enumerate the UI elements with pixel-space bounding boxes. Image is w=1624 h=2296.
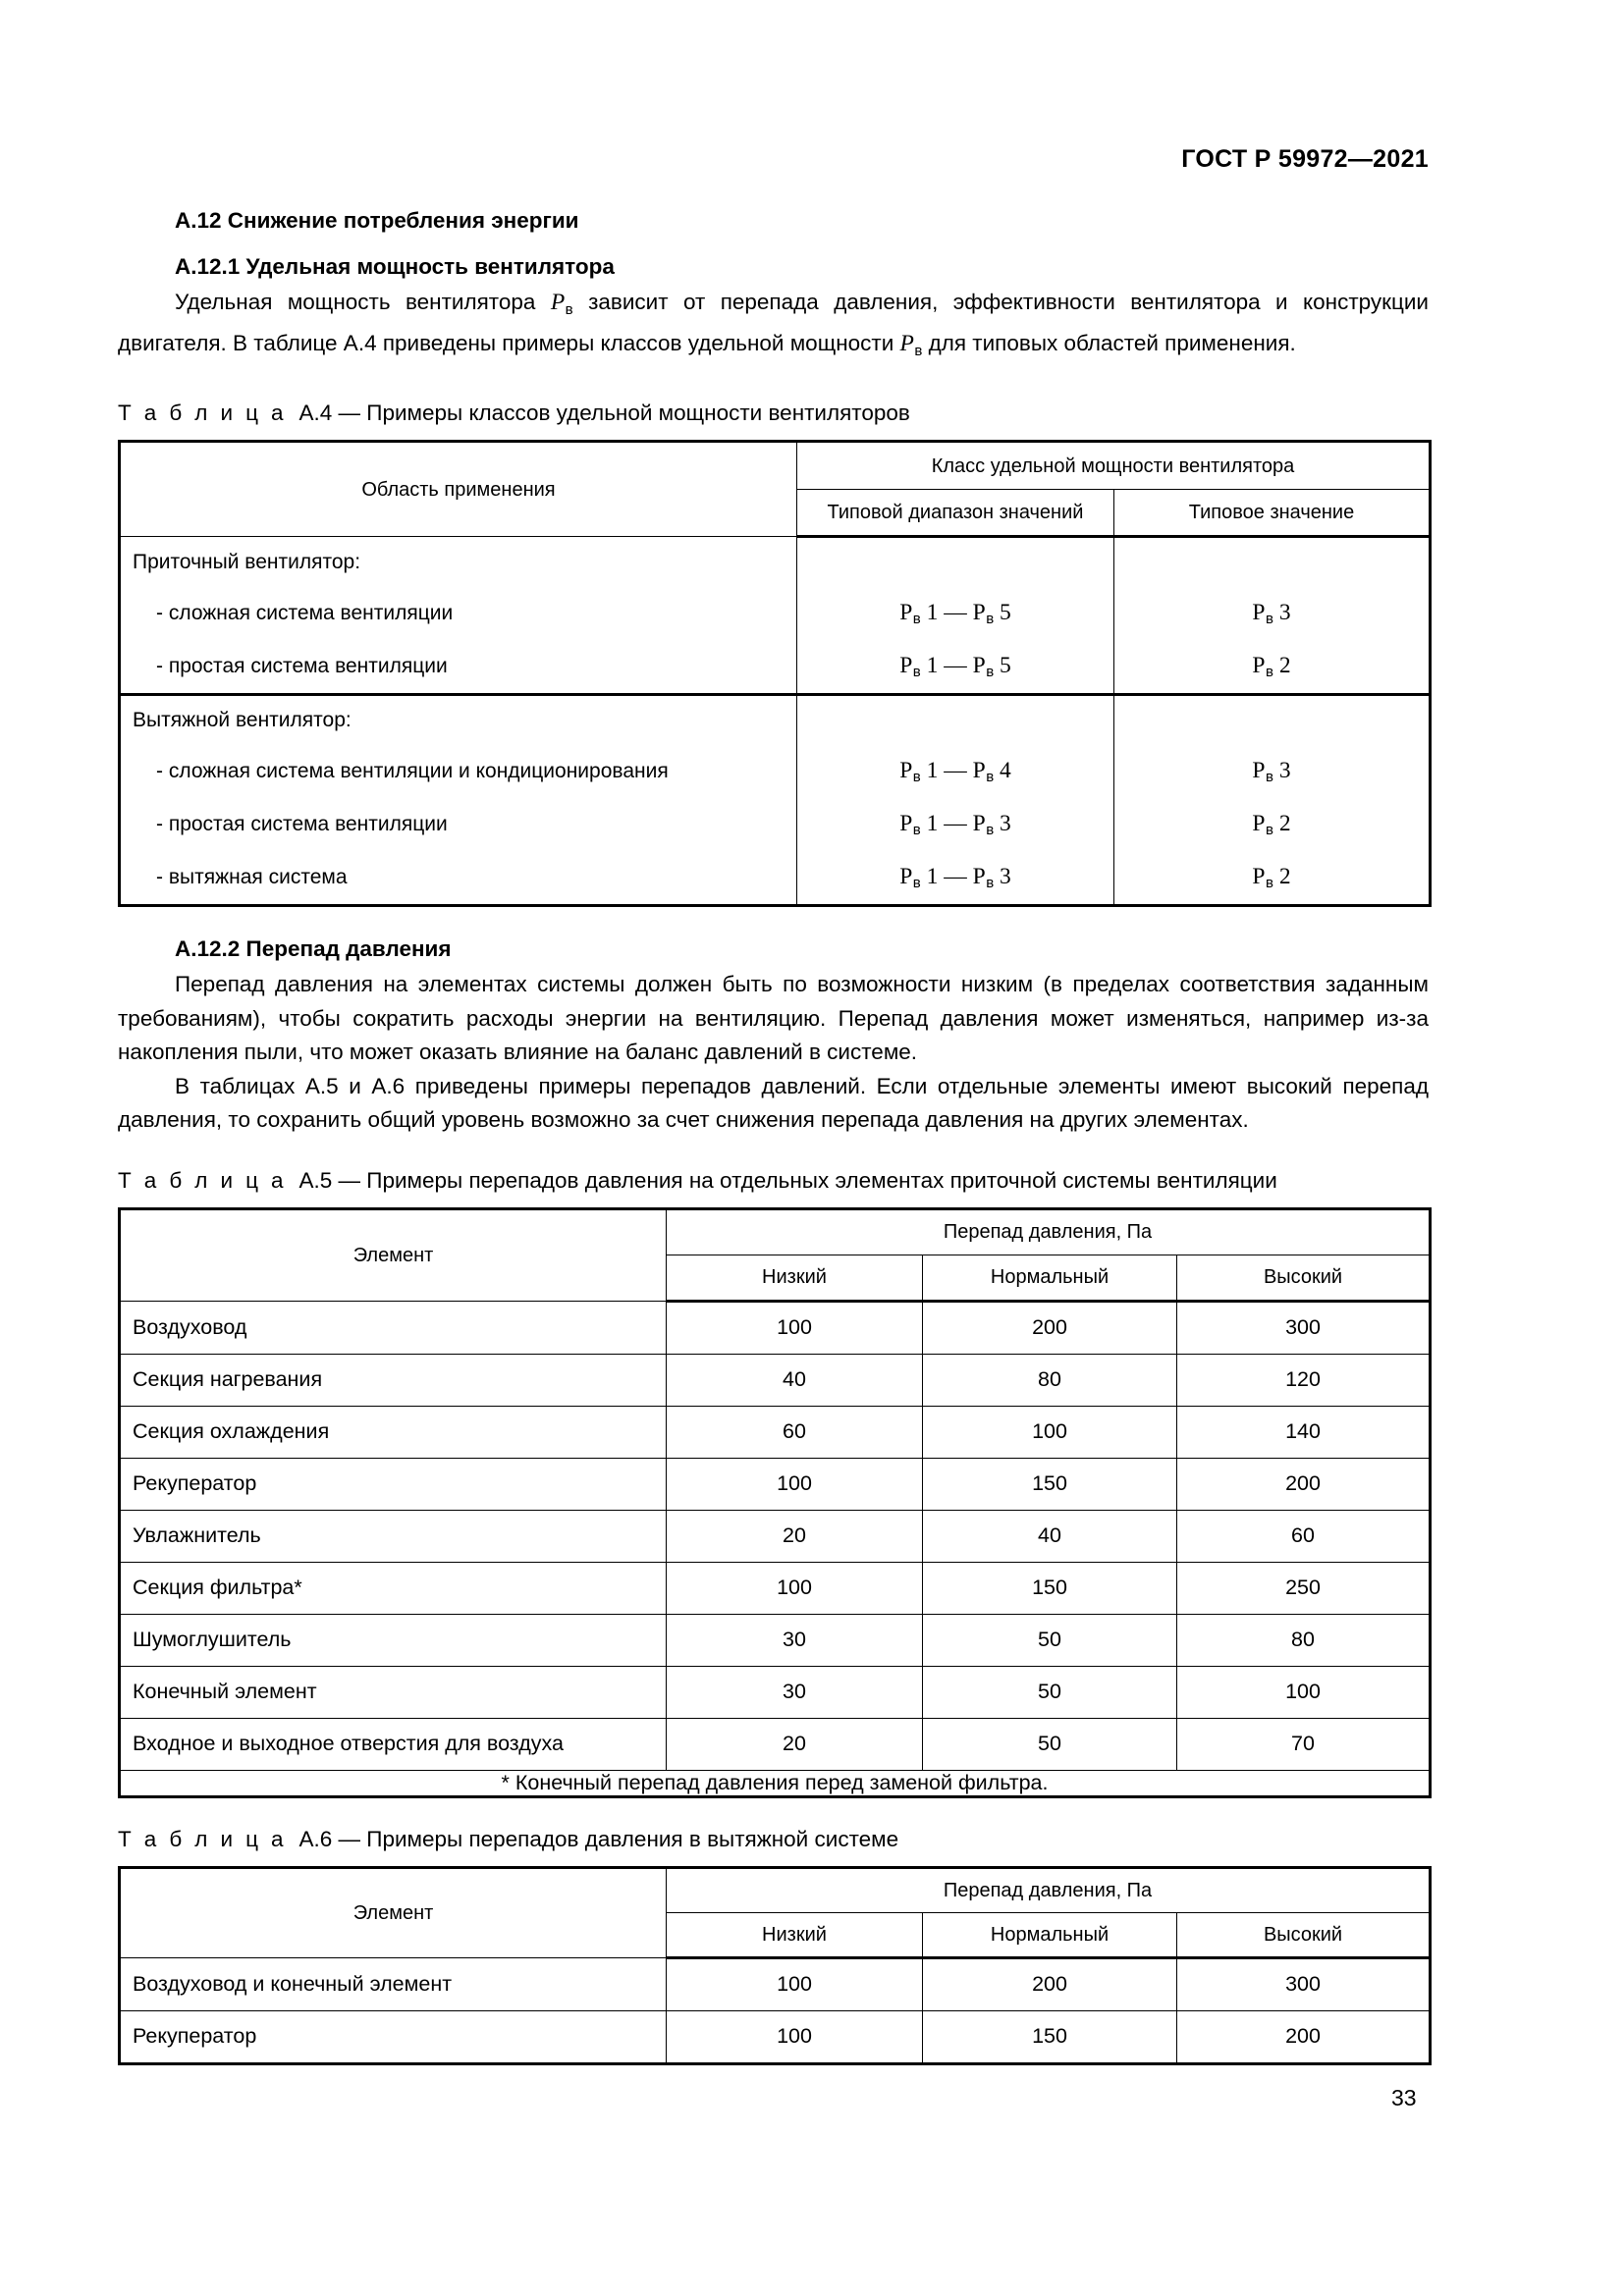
table-a4-row-label: - простая система вентиляции <box>120 640 797 695</box>
symbol-p-subscript-1: в <box>565 300 573 318</box>
table-a4-caption-text: Примеры классов удельной мощности вентиляторов <box>366 400 910 425</box>
table-a5-header-low: Низкий <box>667 1255 923 1301</box>
table-a6-header-row-1 <box>120 1867 1431 1912</box>
table-a4-group-typical-spacer-1 <box>1114 537 1431 588</box>
table-a5-cell-element: Воздуховод <box>120 1301 667 1354</box>
range-to: 5 <box>1000 599 1011 625</box>
range-dash: — <box>944 757 967 783</box>
range-symbol-2: P <box>972 599 986 625</box>
table-a5-cell-element: Шумоглушитель <box>120 1614 667 1666</box>
table-a4-header-area: Область применения <box>120 442 797 537</box>
table-row <box>120 851 1431 906</box>
range-symbol-sub-2: в <box>986 664 995 681</box>
table-row <box>120 1458 1431 1510</box>
table-row <box>120 1666 1431 1718</box>
table-a4-caption-number: А.4 <box>298 400 333 425</box>
table-a5-cell-high: 140 <box>1177 1406 1431 1458</box>
typical-symbol: P <box>1252 863 1266 889</box>
table-row <box>120 1301 1431 1354</box>
heading-a12-1: А.12.1 Удельная мощность вентилятора <box>175 254 615 279</box>
table-a6-cell-element: Рекуператор <box>120 2010 667 2063</box>
table-a5-cell-low: 40 <box>667 1354 923 1406</box>
typical-symbol: P <box>1252 599 1266 625</box>
symbol-p-subscript-2: в <box>914 342 923 359</box>
table-a4-group-title-1: Приточный вентилятор: <box>120 537 797 588</box>
range-symbol-sub-2: в <box>986 769 995 786</box>
table-row <box>120 745 1431 798</box>
typical-value: 3 <box>1278 599 1291 625</box>
page-number: 33 <box>1391 2085 1417 2110</box>
table-a4-group-row <box>120 537 1431 588</box>
table-a5-cell-low: 100 <box>667 1301 923 1354</box>
table-a5-cell-element: Секция охлаждения <box>120 1406 667 1458</box>
table-row <box>120 1354 1431 1406</box>
range-symbol-sub: в <box>912 822 921 839</box>
table-a6-header-low: Низкий <box>667 1912 923 1957</box>
table-a5-cell-normal: 100 <box>923 1406 1177 1458</box>
table-a5-cell-high: 80 <box>1177 1614 1431 1666</box>
table-a4-row-range <box>797 640 1114 695</box>
table-a4-row-typical <box>1114 745 1431 798</box>
range-dash: — <box>944 652 967 678</box>
typical-symbol: P <box>1252 757 1266 783</box>
table-a6-caption-label: Т а б л и ц а <box>118 1826 287 1851</box>
table-a6-cell-low: 100 <box>667 2010 923 2063</box>
table-a5-note: * Конечный перепад давления перед заменой фильтра. <box>120 1770 1431 1796</box>
table-a5-cell-element: Секция фильтра* <box>120 1562 667 1614</box>
range-from: 1 <box>926 757 939 783</box>
typical-symbol-sub: в <box>1266 664 1273 681</box>
table-a6-header-element: Элемент <box>120 1867 667 1957</box>
symbol-p-letter-1: P <box>550 290 566 315</box>
table-a5-caption-number: А.5 <box>298 1167 333 1193</box>
table-a4-group-range-spacer-1 <box>797 537 1114 588</box>
table-a5-cell-low: 100 <box>667 1458 923 1510</box>
table-row <box>120 1718 1431 1770</box>
range-dash: — <box>944 863 967 889</box>
table-a5-cell-normal: 150 <box>923 1562 1177 1614</box>
table-a4-header-group: Класс удельной мощности вентилятора <box>797 442 1431 490</box>
range-from: 1 <box>926 810 939 836</box>
table-a6-header-normal: Нормальный <box>923 1912 1177 1957</box>
table-a6 <box>118 1866 1432 2065</box>
table-a4-row-label: - сложная система вентиляции <box>120 587 797 640</box>
table-a6-caption <box>118 1824 1429 1855</box>
range-symbol-2: P <box>972 863 986 889</box>
paragraph-a12-1-part2: зависит от перепада давления, эффективности вентилятора и конструкции двигателя. В таблице А.4 приведены примеры классов удельной мощности <box>118 290 1429 355</box>
table-a5-cell-low: 30 <box>667 1666 923 1718</box>
range-dash: — <box>944 810 967 836</box>
table-a5-cell-normal: 50 <box>923 1666 1177 1718</box>
table-a5-header-high: Высокий <box>1177 1255 1431 1301</box>
table-a6-cell-normal: 200 <box>923 1957 1177 2010</box>
heading-a12-2: А.12.2 Перепад давления <box>175 936 452 961</box>
range-to: 3 <box>1000 863 1011 889</box>
table-a5-cell-low: 20 <box>667 1510 923 1562</box>
table-a5-cell-low: 60 <box>667 1406 923 1458</box>
heading-a12: А.12 Снижение потребления энергии <box>175 208 579 233</box>
range-to: 3 <box>1000 810 1011 836</box>
typical-value: 2 <box>1278 863 1291 889</box>
table-a5-header-group: Перепад давления, Па <box>667 1208 1431 1255</box>
table-a4-row-range <box>797 851 1114 906</box>
table-a6-header-high: Высокий <box>1177 1912 1431 1957</box>
typical-symbol-sub: в <box>1266 611 1273 628</box>
table-a5-cell-normal: 200 <box>923 1301 1177 1354</box>
paragraph-a12-1 <box>118 286 1429 368</box>
table-a5-cell-normal: 50 <box>923 1718 1177 1770</box>
table-a4-header-row-1 <box>120 442 1431 490</box>
table-a6-caption-dash: — <box>338 1826 361 1851</box>
table-a4-caption-label: Т а б л и ц а <box>118 400 287 425</box>
table-a5-cell-normal: 50 <box>923 1614 1177 1666</box>
range-symbol-2: P <box>972 652 986 678</box>
range-symbol-sub: в <box>912 875 921 892</box>
table-a6-cell-element: Воздуховод и конечный элемент <box>120 1957 667 2010</box>
table-row <box>120 1562 1431 1614</box>
table-a5-header-element: Элемент <box>120 1208 667 1301</box>
table-a4-group-title-2: Вытяжной вентилятор: <box>120 695 797 746</box>
table-a5-cell-element: Рекуператор <box>120 1458 667 1510</box>
range-symbol-sub-2: в <box>986 822 995 839</box>
typical-value: 2 <box>1278 652 1291 678</box>
table-a6-header-group: Перепад давления, Па <box>667 1867 1431 1912</box>
range-from: 1 <box>926 652 939 678</box>
table-a5-caption-text: Примеры перепадов давления на отдельных элементах приточной системы вентиляции <box>366 1167 1277 1193</box>
table-a5-header-row-1 <box>120 1208 1431 1255</box>
range-symbol-2: P <box>972 810 986 836</box>
typical-value: 3 <box>1278 757 1291 783</box>
table-a5-cell-normal: 40 <box>923 1510 1177 1562</box>
table-a5-cell-high: 70 <box>1177 1718 1431 1770</box>
typical-symbol-sub: в <box>1266 769 1273 786</box>
table-a4-row-typical <box>1114 798 1431 851</box>
table-a4-row-typical <box>1114 640 1431 695</box>
table-a5-cell-normal: 150 <box>923 1458 1177 1510</box>
table-a5-cell-normal: 80 <box>923 1354 1177 1406</box>
table-a5-cell-low: 30 <box>667 1614 923 1666</box>
range-symbol-sub: в <box>912 664 921 681</box>
range-from: 1 <box>926 599 939 625</box>
table-a4-row-label: - сложная система вентиляции и кондиционирования <box>120 745 797 798</box>
table-a4-row-typical <box>1114 851 1431 906</box>
table-row <box>120 2010 1431 2063</box>
table-a5-cell-low: 100 <box>667 1562 923 1614</box>
table-a4-row-label: - простая система вентиляции <box>120 798 797 851</box>
range-symbol-sub: в <box>912 611 921 628</box>
range-symbol-sub-2: в <box>986 875 995 892</box>
paragraph-a12-2-1: Перепад давления на элементах системы должен быть по возможности низким (в пределах соответствия заданным требованиям), чтобы сократить расходы энергии на вентиляцию. Перепад давления может изменяться, например из-за накопления пыли, что может оказать влияние на баланс давлений в системе. <box>118 972 1429 1064</box>
typical-symbol: P <box>1252 810 1266 836</box>
table-a6-cell-normal: 150 <box>923 2010 1177 2063</box>
table-a4-header-range: Типовой диапазон значений <box>797 490 1114 537</box>
table-a5-cell-high: 300 <box>1177 1301 1431 1354</box>
table-a5-cell-element: Секция нагревания <box>120 1354 667 1406</box>
table-a5-note-row <box>120 1770 1431 1796</box>
table-a4-row-range <box>797 798 1114 851</box>
range-to: 4 <box>1000 757 1011 783</box>
table-row <box>120 1614 1431 1666</box>
table-a5-caption-dash: — <box>338 1167 361 1193</box>
typical-symbol-sub: в <box>1266 875 1273 892</box>
table-a6-cell-high: 300 <box>1177 1957 1431 2010</box>
range-symbol: P <box>899 599 913 625</box>
table-a6-cell-low: 100 <box>667 1957 923 2010</box>
table-row <box>120 587 1431 640</box>
paragraph-a12-2-2: В таблицах А.5 и А.6 приведены примеры перепадов давлений. Если отдельные элементы имеют высокий перепад давления, то сохранить общий уровень возможно за счет снижения перепада давления на других элементах. <box>118 1073 1429 1132</box>
paragraph-a12-1-part3: для типовых областей применения. <box>922 331 1296 355</box>
table-row <box>120 1406 1431 1458</box>
table-a5-cell-element: Входное и выходное отверстия для воздуха <box>120 1718 667 1770</box>
table-a4-group-typical-spacer-2 <box>1114 695 1431 746</box>
paragraph-a12-1-part1: Удельная мощность вентилятора <box>175 290 551 314</box>
range-from: 1 <box>926 863 939 889</box>
table-a5-cell-high: 250 <box>1177 1562 1431 1614</box>
table-a6-caption-number: А.6 <box>298 1826 333 1851</box>
table-a5-cell-low: 20 <box>667 1718 923 1770</box>
table-a5-cell-high: 120 <box>1177 1354 1431 1406</box>
typical-value: 2 <box>1278 810 1291 836</box>
table-a5-cell-element: Конечный элемент <box>120 1666 667 1718</box>
range-to: 5 <box>1000 652 1011 678</box>
table-row <box>120 798 1431 851</box>
table-a4-group-row <box>120 695 1431 746</box>
range-symbol-sub-2: в <box>986 611 995 628</box>
table-a6-cell-high: 200 <box>1177 2010 1431 2063</box>
range-dash: — <box>944 599 967 625</box>
table-a5-header-normal: Нормальный <box>923 1255 1177 1301</box>
symbol-p-2 <box>899 331 923 359</box>
table-a5 <box>118 1207 1432 1798</box>
table-a4-caption-dash: — <box>338 400 361 425</box>
typical-symbol: P <box>1252 652 1266 678</box>
typical-symbol-sub: в <box>1266 822 1273 839</box>
range-symbol: P <box>899 863 913 889</box>
table-a4 <box>118 440 1432 907</box>
document-content <box>118 204 1429 2065</box>
table-row <box>120 1957 1431 2010</box>
symbol-p-1 <box>550 290 573 318</box>
table-row <box>120 1510 1431 1562</box>
table-a5-cell-element: Увлажнитель <box>120 1510 667 1562</box>
table-a4-header-typical: Типовое значение <box>1114 490 1431 537</box>
range-symbol: P <box>899 652 913 678</box>
table-a4-row-range <box>797 745 1114 798</box>
table-a4-row-range <box>797 587 1114 640</box>
table-a5-caption <box>118 1165 1429 1197</box>
table-a4-row-label: - вытяжная система <box>120 851 797 906</box>
symbol-p-letter-2: P <box>899 331 914 356</box>
table-a4-row-typical <box>1114 587 1431 640</box>
document-standard-header: ГОСТ Р 59972—2021 <box>1181 145 1429 173</box>
table-a5-cell-high: 60 <box>1177 1510 1431 1562</box>
range-symbol-2: P <box>972 757 986 783</box>
range-symbol: P <box>899 757 913 783</box>
table-row <box>120 640 1431 695</box>
table-a5-caption-label: Т а б л и ц а <box>118 1167 287 1193</box>
table-a5-cell-high: 100 <box>1177 1666 1431 1718</box>
table-a4-group-range-spacer-2 <box>797 695 1114 746</box>
table-a5-cell-high: 200 <box>1177 1458 1431 1510</box>
range-symbol-sub: в <box>912 769 921 786</box>
range-symbol: P <box>899 810 913 836</box>
table-a4-caption <box>118 398 1429 429</box>
table-a6-caption-text: Примеры перепадов давления в вытяжной системе <box>366 1826 899 1851</box>
